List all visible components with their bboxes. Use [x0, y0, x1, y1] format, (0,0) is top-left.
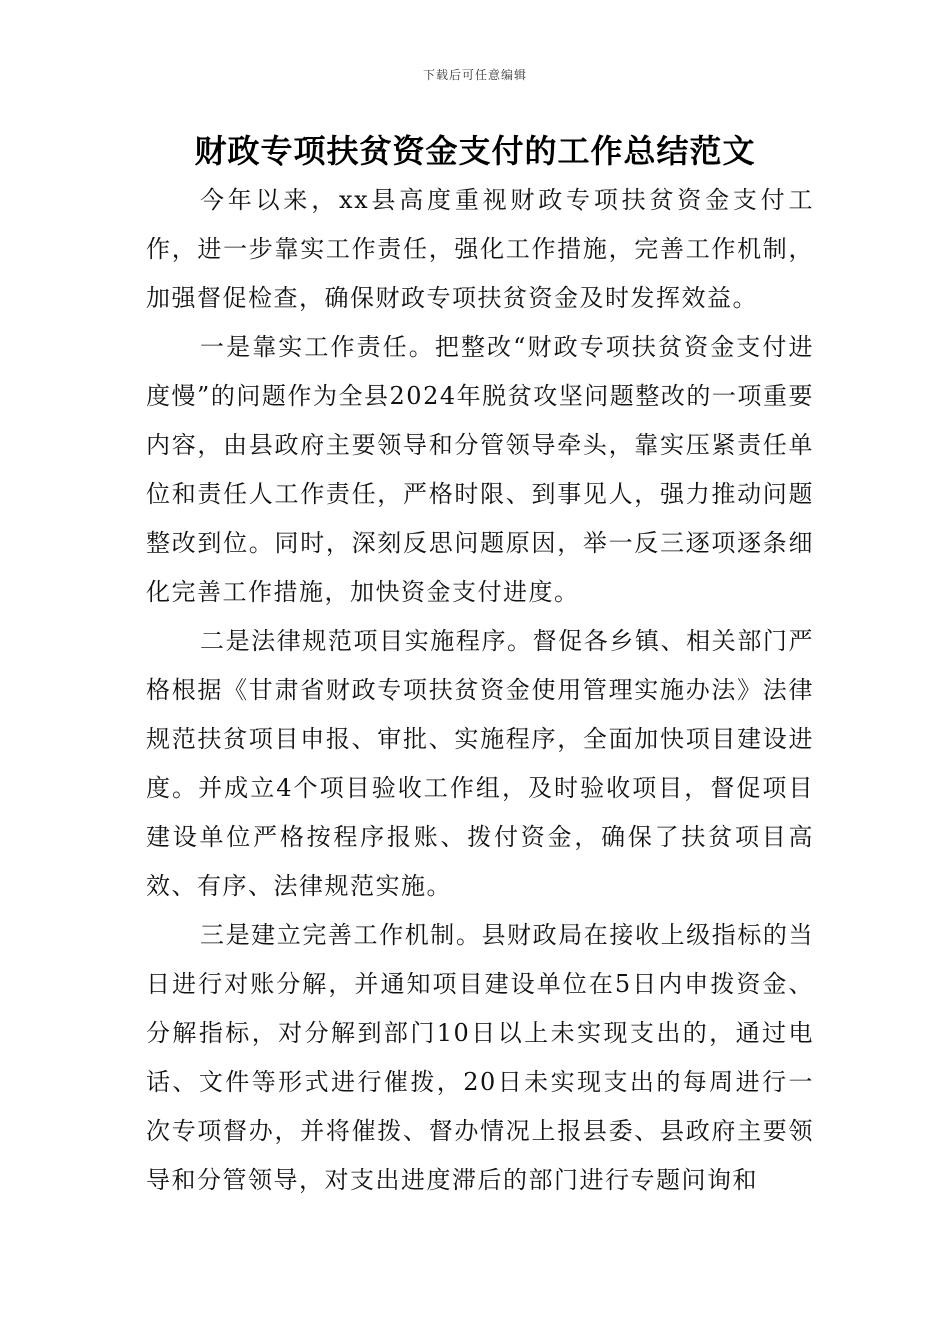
document-title: 财政专项扶贫资金支付的工作总结范文 — [194, 132, 756, 170]
paragraph-mechanism: 三是建立完善工作机制。县财政局在接收上级指标的当日进行对账分解，并通知项目建设单位在5日内申拨资金、分解指标，对分解到部门10日以上未实现支出的，通过电话、文件等形式进行催拨，20日未实现支出的每周进行一次专项督办，并将催拨、督办情况上报县委、县政府主要领导和分管领导，对支出进度滞后的部门进行专题问询和 — [146, 921, 814, 1194]
header-note: 下载后可任意编辑 — [422, 68, 527, 82]
paragraph-procedure: 二是法律规范项目实施程序。督促各乡镇、相关部门严格根据《甘肃省财政专项扶贫资金使用管理实施办法》法律规范扶贫项目申报、审批、实施程序，全面加快项目建设进度。并成立4个项目验收工作组，及时验收项目，督促项目建设单位严格按程序报账、拨付资金，确保了扶贫项目高效、有序、法律规范实施。 — [146, 627, 814, 900]
paragraph-responsibility: 一是靠实工作责任。把整改“财政专项扶贫资金支付进度慢”的问题作为全县2024年脱贫攻坚问题整改的一项重要内容，由县政府主要领导和分管领导牵头，靠实压紧责任单位和责任人工作责任，严格时限、到事见人，强力推动问题整改到位。同时，深刻反思问题原因，举一反三逐项逐条细化完善工作措施，加快资金支付进度。 — [146, 333, 814, 606]
paragraph-intro: 今年以来，xx县高度重视财政专项扶贫资金支付工作，进一步靠实工作责任，强化工作措施，完善工作机制，加强督促检查，确保财政专项扶贫资金及时发挥效益。 — [146, 186, 814, 312]
document-body — [146, 176, 814, 1205]
